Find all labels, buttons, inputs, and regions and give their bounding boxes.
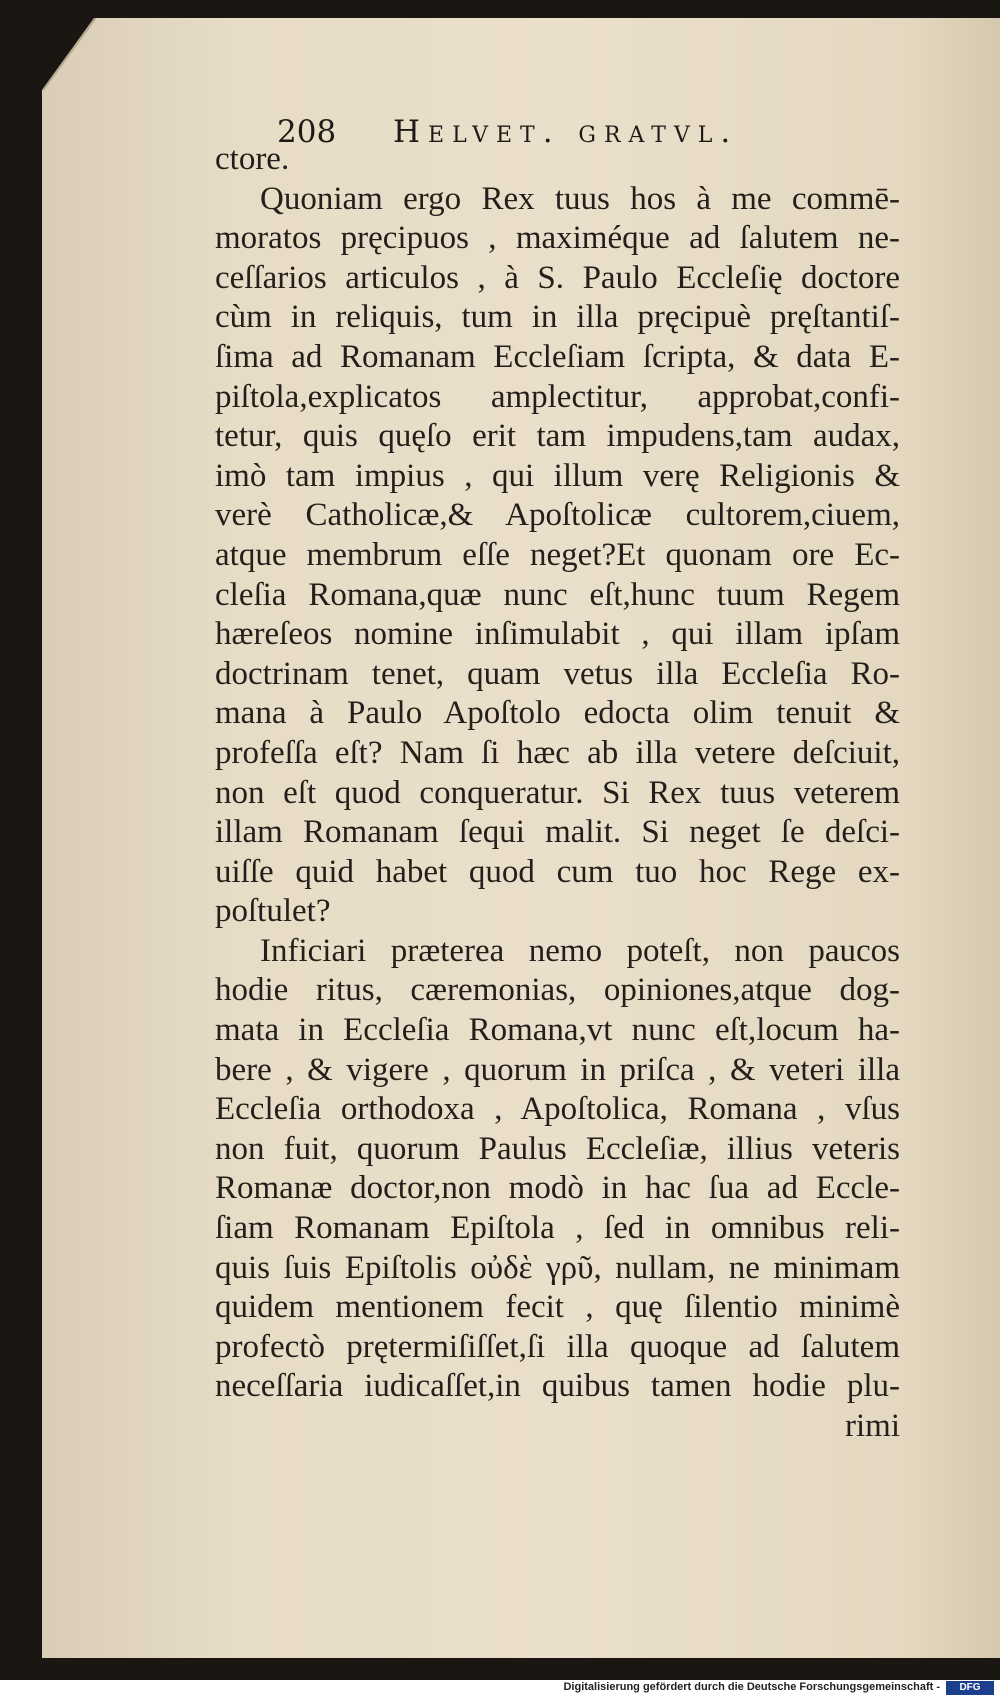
text-line: Inficiari præterea nemo poteſt, non paucos: [260, 932, 900, 969]
text-line: piſtola,explicatos amplectitur, approbat,confi-: [215, 378, 900, 415]
text-line: Romanæ doctor,non modò in hac ſua ad Eccle-: [215, 1170, 900, 1207]
text-line: hodie ritus, cæremonias, opiniones,atque dog-: [215, 972, 900, 1009]
body-text: [215, 140, 900, 1447]
text-line: quis ſuis Epiſtolis οὐδὲ γρῦ, nullam, ne minimam: [215, 1249, 900, 1286]
text-line: profectò prętermiſiſſet,ſi illa quoque ad ſalutem: [215, 1328, 900, 1365]
catchword: rimi: [845, 1408, 900, 1444]
text-line: uiſſe quid habet quod cum tuo hoc Rege ex-: [215, 853, 900, 890]
text-line: quidem mentionem fecit , quę ſilentio minimè: [215, 1289, 900, 1326]
text-line: ceſſarios articulos , à S. Paulo Eccleſię doctore: [215, 259, 900, 296]
text-line: atque membrum eſſe neget?Et quonam ore Ec-: [215, 536, 900, 573]
text-line: poſtulet?: [215, 893, 331, 930]
text-line: ſima ad Romanam Eccleſiam ſcripta, & data E-: [215, 338, 900, 375]
text-line: profeſſa eſt? Nam ſi hæc ab illa vetere deſciuit,: [215, 734, 900, 771]
running-head: Helvet. gratvl.: [393, 114, 739, 150]
digitization-credit: Digitalisierung gefördert durch die Deutsche Forschungsgemeinschaft -: [563, 1681, 940, 1693]
text-line: Quoniam ergo Rex tuus hos à me commē-: [260, 180, 900, 217]
text-line: cleſia Romana,quæ nunc eſt,hunc tuum Regem: [215, 576, 900, 613]
text-line: bere , & vigere , quorum in priſca , & veteri illa: [215, 1051, 900, 1088]
dfg-logo: DFG: [946, 1681, 994, 1695]
text-line: hæreſeos nomine inſimulabit , qui illam ipſam: [215, 616, 900, 653]
text-line: mata in Eccleſia Romana,vt nunc eſt,locum ha-: [215, 1012, 900, 1049]
text-line: doctrinam tenet, quam vetus illa Eccleſia Ro-: [215, 655, 900, 692]
text-line: non eſt quod conqueratur. Si Rex tuus veterem: [215, 774, 900, 811]
text-line: moratos pręcipuos , maximéque ad ſalutem ne-: [215, 220, 900, 257]
text-line: verè Catholicæ,& Apoſtolicæ cultorem,ciuem,: [215, 497, 900, 534]
text-line: cùm in reliquis, tum in illa pręcipuè pręſtantiſ-: [215, 299, 900, 336]
text-line: imò tam impius , qui illum verę Religionis &: [215, 457, 900, 494]
text-line: neceſſaria iudicaſſet,in quibus tamen hodie plu-: [215, 1368, 900, 1405]
page-number: 208: [277, 114, 337, 150]
text-line: non fuit, quorum Paulus Eccleſiæ, illius veteris: [215, 1130, 900, 1167]
text-line: tetur, quis quęſo erit tam impudens,tam audax,: [215, 418, 900, 455]
text-line: illam Romanam ſequi malit. Si neget ſe deſci-: [215, 814, 900, 851]
text-line: mana à Paulo Apoſtolo edocta olim tenuit &: [215, 695, 900, 732]
text-line: ctore.: [215, 141, 290, 177]
text-line: ſiam Romanam Epiſtola , ſed in omnibus reli-: [215, 1210, 900, 1247]
text-line: Eccleſia orthodoxa , Apoſtolica, Romana , vſus: [215, 1091, 900, 1128]
